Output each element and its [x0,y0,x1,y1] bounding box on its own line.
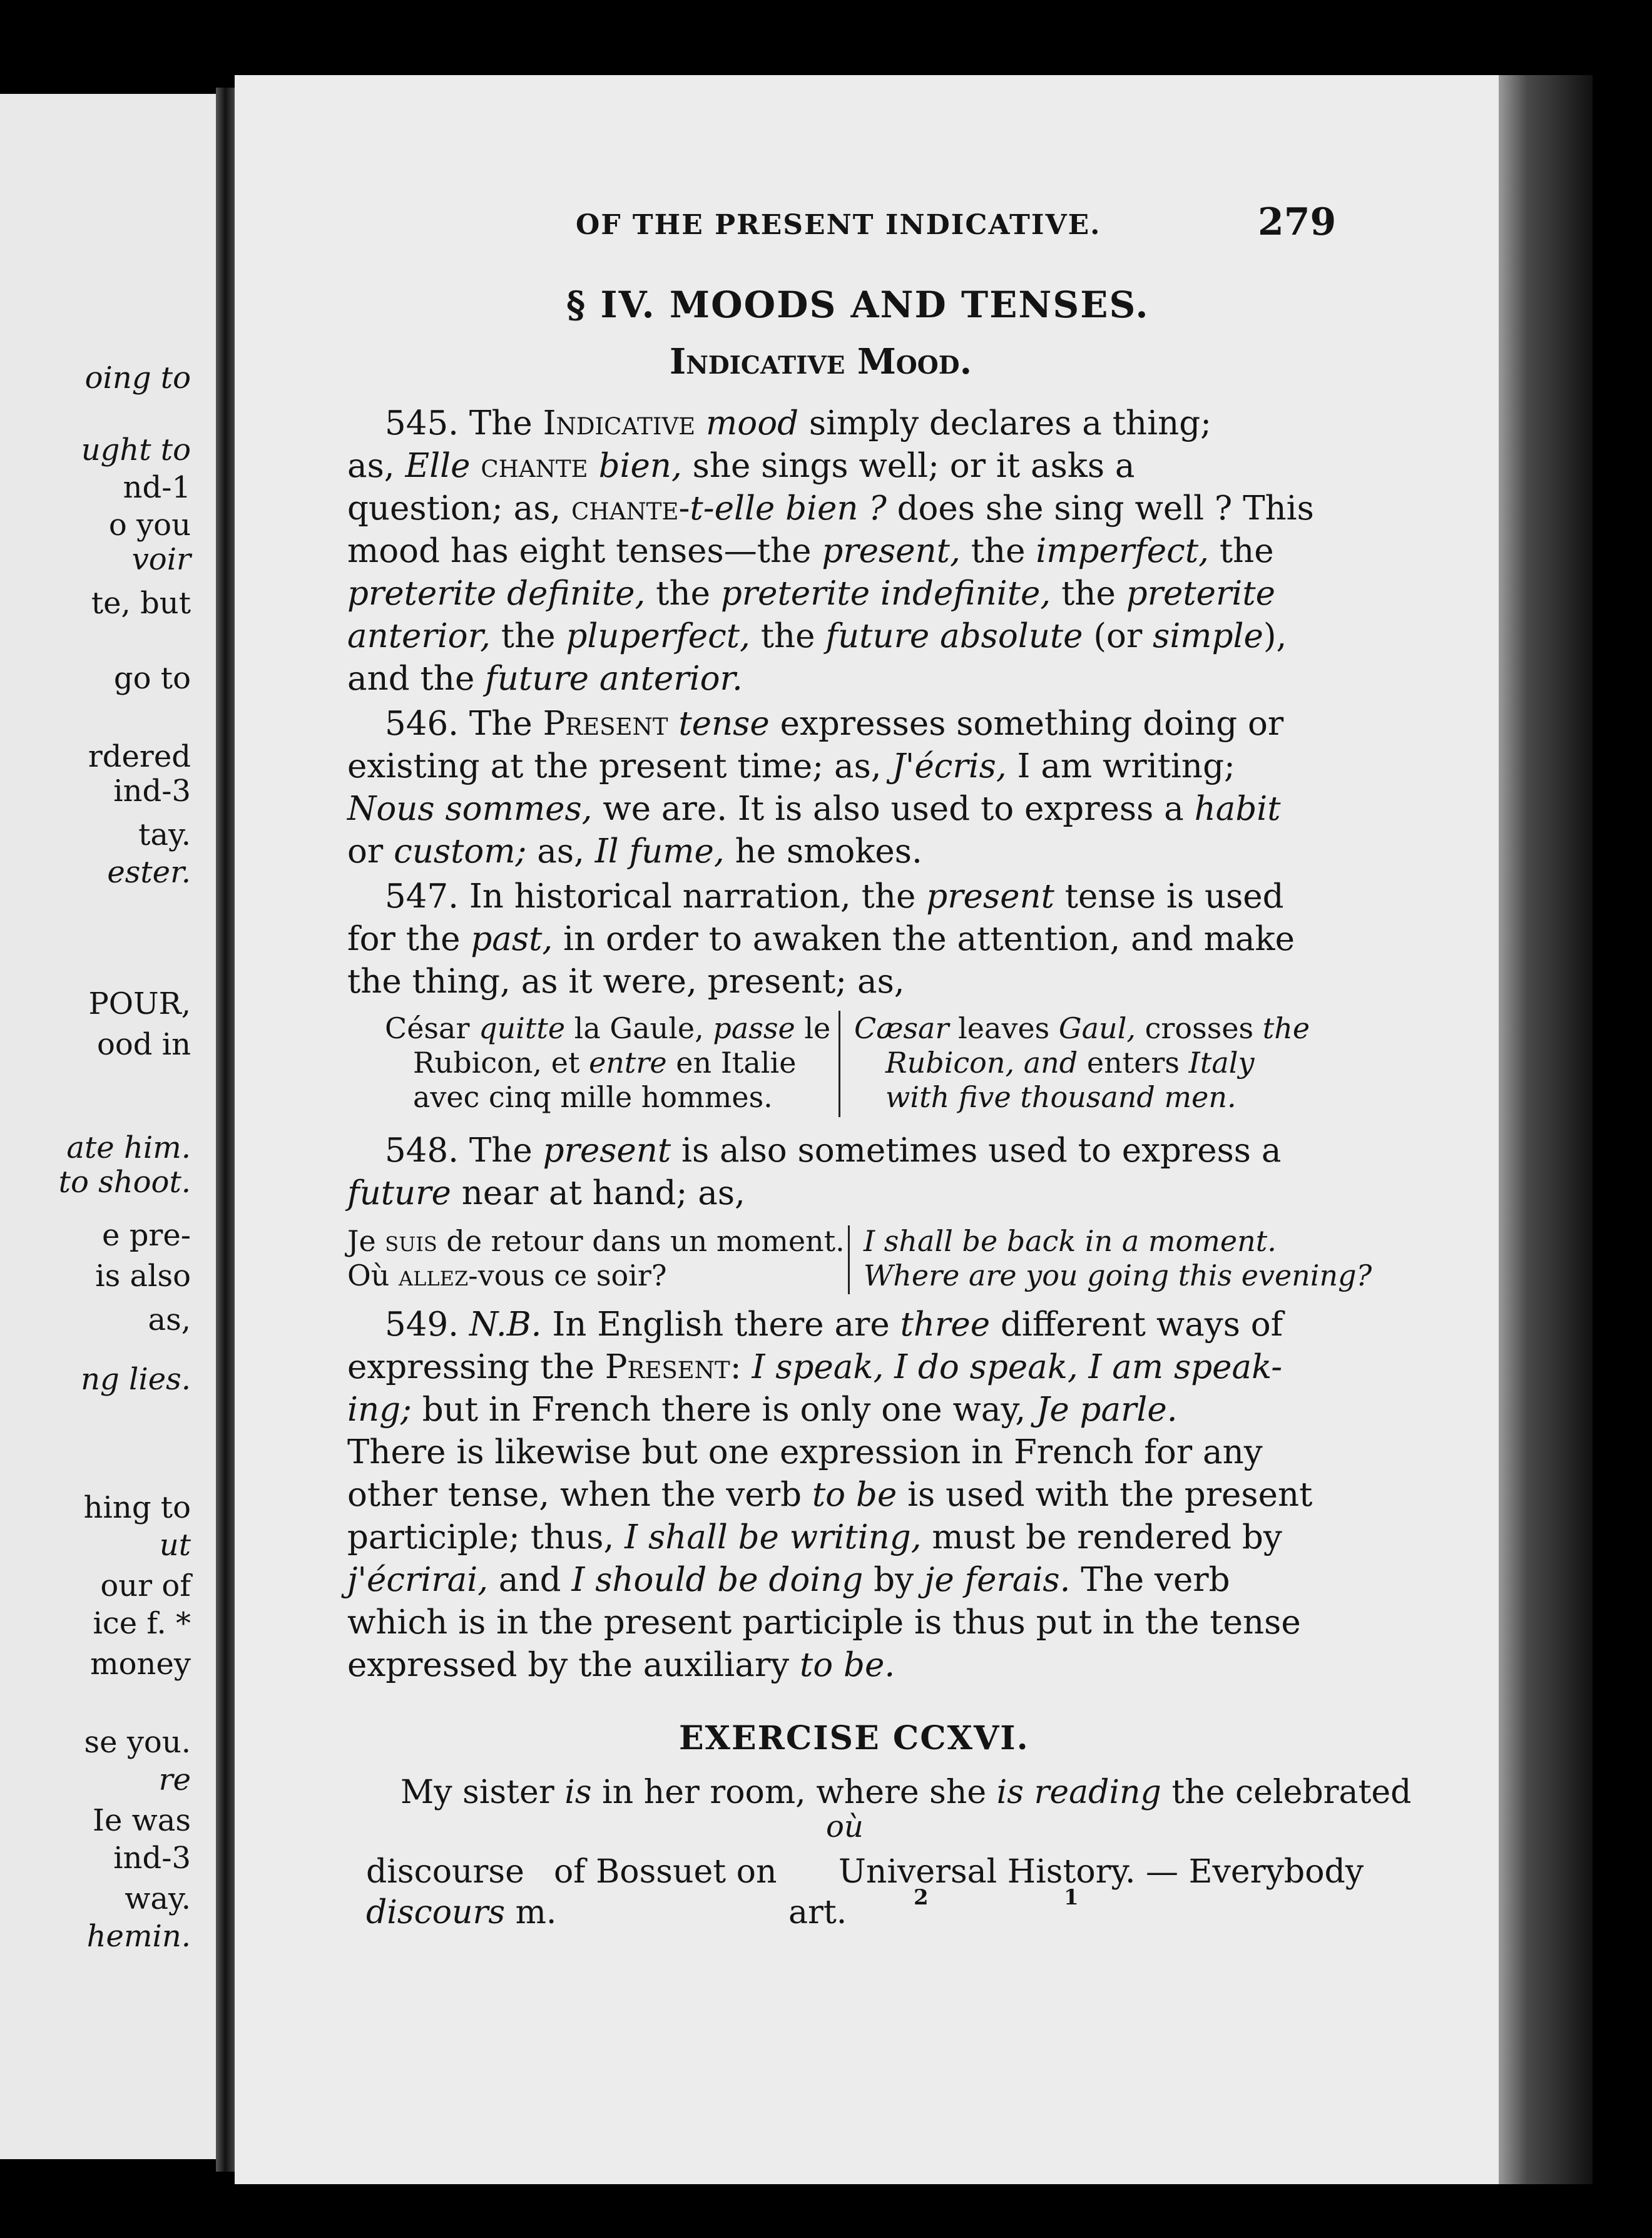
left-page-fragment: POUR, [88,986,191,1021]
para-549-line-2: expressing the Present: I speak, I do speak, I am speak- [347,1348,1283,1386]
left-page-fragment: to shoot. [58,1165,191,1200]
ex548-fr-line-1: Je suis de retour dans un moment. [347,1224,845,1258]
para-546-line-1: 546. The Present tense expresses something doing or [385,705,1284,743]
para-548-line-1: 548. The present is also sometimes used to express a [385,1132,1282,1170]
ex548-en-line-2: Where are you going this evening? [864,1259,1372,1292]
left-page-fragment: is also [95,1259,191,1294]
exercise-title: EXERCISE CCXVI. [679,1719,1029,1757]
left-page-fragment: money [90,1647,191,1682]
para-547-line-2: for the past, in order to awaken the attention, and make [347,920,1295,958]
para-549-line-3: ing; but in French there is only one way, Je parle. [347,1391,1178,1429]
para-549-line-5: other tense, when the verb to be is used with the present [347,1476,1313,1514]
left-page-fragment: ind-3 [113,774,191,809]
para-545-line-2: as, Elle chante bien, she sings well; or it asks a [347,447,1135,485]
para-546-line-2: existing at the present time; as, J'écris, I am writing; [347,747,1235,785]
left-page-fragment: hing to [83,1490,191,1525]
para-545-line-6: anterior, the pluperfect, the future absolute (or simple), [347,617,1287,655]
left-page-fragment: o you [108,508,191,543]
para-545-line-3: question; as, chante-t-elle bien ? does she sing well ? This [347,489,1314,528]
left-page-fragment: se you. [84,1725,191,1760]
left-page-fragment: nd-1 [123,470,191,505]
book-gutter [216,88,235,2172]
para-545-line-5: preterite definite, the preterite indefinite, the preterite [347,575,1275,613]
exercise-line-1: My sister is in her room, where she is reading the celebrated [400,1774,1412,1811]
left-page-fragment: ng lies. [81,1362,191,1397]
left-page-fragment: voir [131,542,191,577]
left-page-fragment: our of [100,1568,191,1603]
ex547-en-line-2: Rubicon, and enters Italy [885,1046,1255,1080]
para-549-line-7: j'écrirai, and I should be doing by je ferais. The verb [347,1561,1230,1599]
para-545-line-7: and the future anterior. [347,660,743,698]
para-549-line-9: expressed by the auxiliary to be. [347,1646,895,1684]
running-head: OF THE PRESENT INDICATIVE. [576,209,1101,241]
exercise-note-ou: où [826,1809,864,1844]
ex547-divider [839,1011,840,1117]
left-page-fragment: ood in [96,1027,191,1062]
left-page-fragment: rdered [88,739,191,774]
ex548-fr-line-2: Où allez-vous ce soir? [347,1259,667,1292]
para-549-line-8: which is in the present participle is thus put in the tense [347,1603,1301,1642]
exercise-line-2-word-1: discourse [366,1853,524,1891]
subsection-title: Indicative Mood. [670,341,972,382]
page-edge [1499,75,1593,2184]
exercise-order-2: 2 [914,1885,929,1910]
left-page-fragment: e pre- [102,1218,191,1253]
para-547-line-3: the thing, as it were, present; as, [347,963,905,1001]
exercise-line-3-note-1: discours m. [366,1894,557,1931]
para-549-line-4: There is likewise but one expression in French for any [347,1433,1263,1471]
page-number: 279 [1258,200,1337,244]
ex547-fr-line-1: César quitte la Gaule, passe le [385,1011,831,1045]
left-page-fragment: ate him. [66,1130,191,1165]
para-545-line-1: 545. The Indicative mood simply declares a thing; [385,404,1212,442]
left-page-fragment: ice f. * [93,1606,191,1641]
left-page-fragment: ind-3 [113,1841,191,1876]
para-547-line-1: 547. In historical narration, the present tense is used [385,877,1284,916]
ex547-fr-line-2: Rubicon, et entre en Italie [413,1046,797,1080]
ex548-divider [848,1225,850,1294]
left-page-fragment: way. [125,1881,191,1916]
right-page [235,75,1499,2184]
left-page-fragment: tay. [138,817,191,852]
left-page-fragment: te, but [91,586,191,621]
para-546-line-4: or custom; as, Il fume, he smokes. [347,832,922,871]
left-page-fragment: hemin. [86,1919,191,1954]
exercise-order-1: 1 [1064,1885,1079,1910]
ex548-en-line-1: I shall be back in a moment. [864,1224,1277,1258]
left-page-fragment: re [158,1762,191,1797]
para-549-line-1: 549. N.B. In English there are three different ways of [385,1306,1283,1344]
exercise-line-3-note-2: art. [788,1894,847,1931]
left-page-fragment: go to [113,661,191,696]
left-page-fragment: ester. [107,855,191,890]
para-545-line-4: mood has eight tenses—the present, the imperfect, the [347,532,1274,570]
left-page-fragment: oing to [84,360,191,396]
left-page-fragment: Ie was [93,1803,191,1838]
left-page-fragment: as, [148,1302,191,1337]
left-page [0,94,216,2159]
exercise-line-2-word-2: of Bossuet on [554,1853,777,1891]
left-page-fragment: ught to [81,432,191,468]
ex547-en-line-3: with five thousand men. [885,1080,1236,1114]
ex547-en-line-1: Cæsar leaves Gaul, crosses the [854,1011,1310,1045]
ex547-fr-line-3: avec cinq mille hommes. [413,1080,773,1114]
para-548-line-2: future near at hand; as, [347,1174,745,1212]
left-page-fragment: ut [159,1528,191,1563]
section-title: § IV. MOODS AND TENSES. [566,284,1150,326]
exercise-line-2-word-3: Universal History. — Everybody [839,1853,1364,1891]
para-546-line-3: Nous sommes, we are. It is also used to express a habit [347,790,1281,828]
para-549-line-6: participle; thus, I shall be writing, must be rendered by [347,1518,1282,1556]
